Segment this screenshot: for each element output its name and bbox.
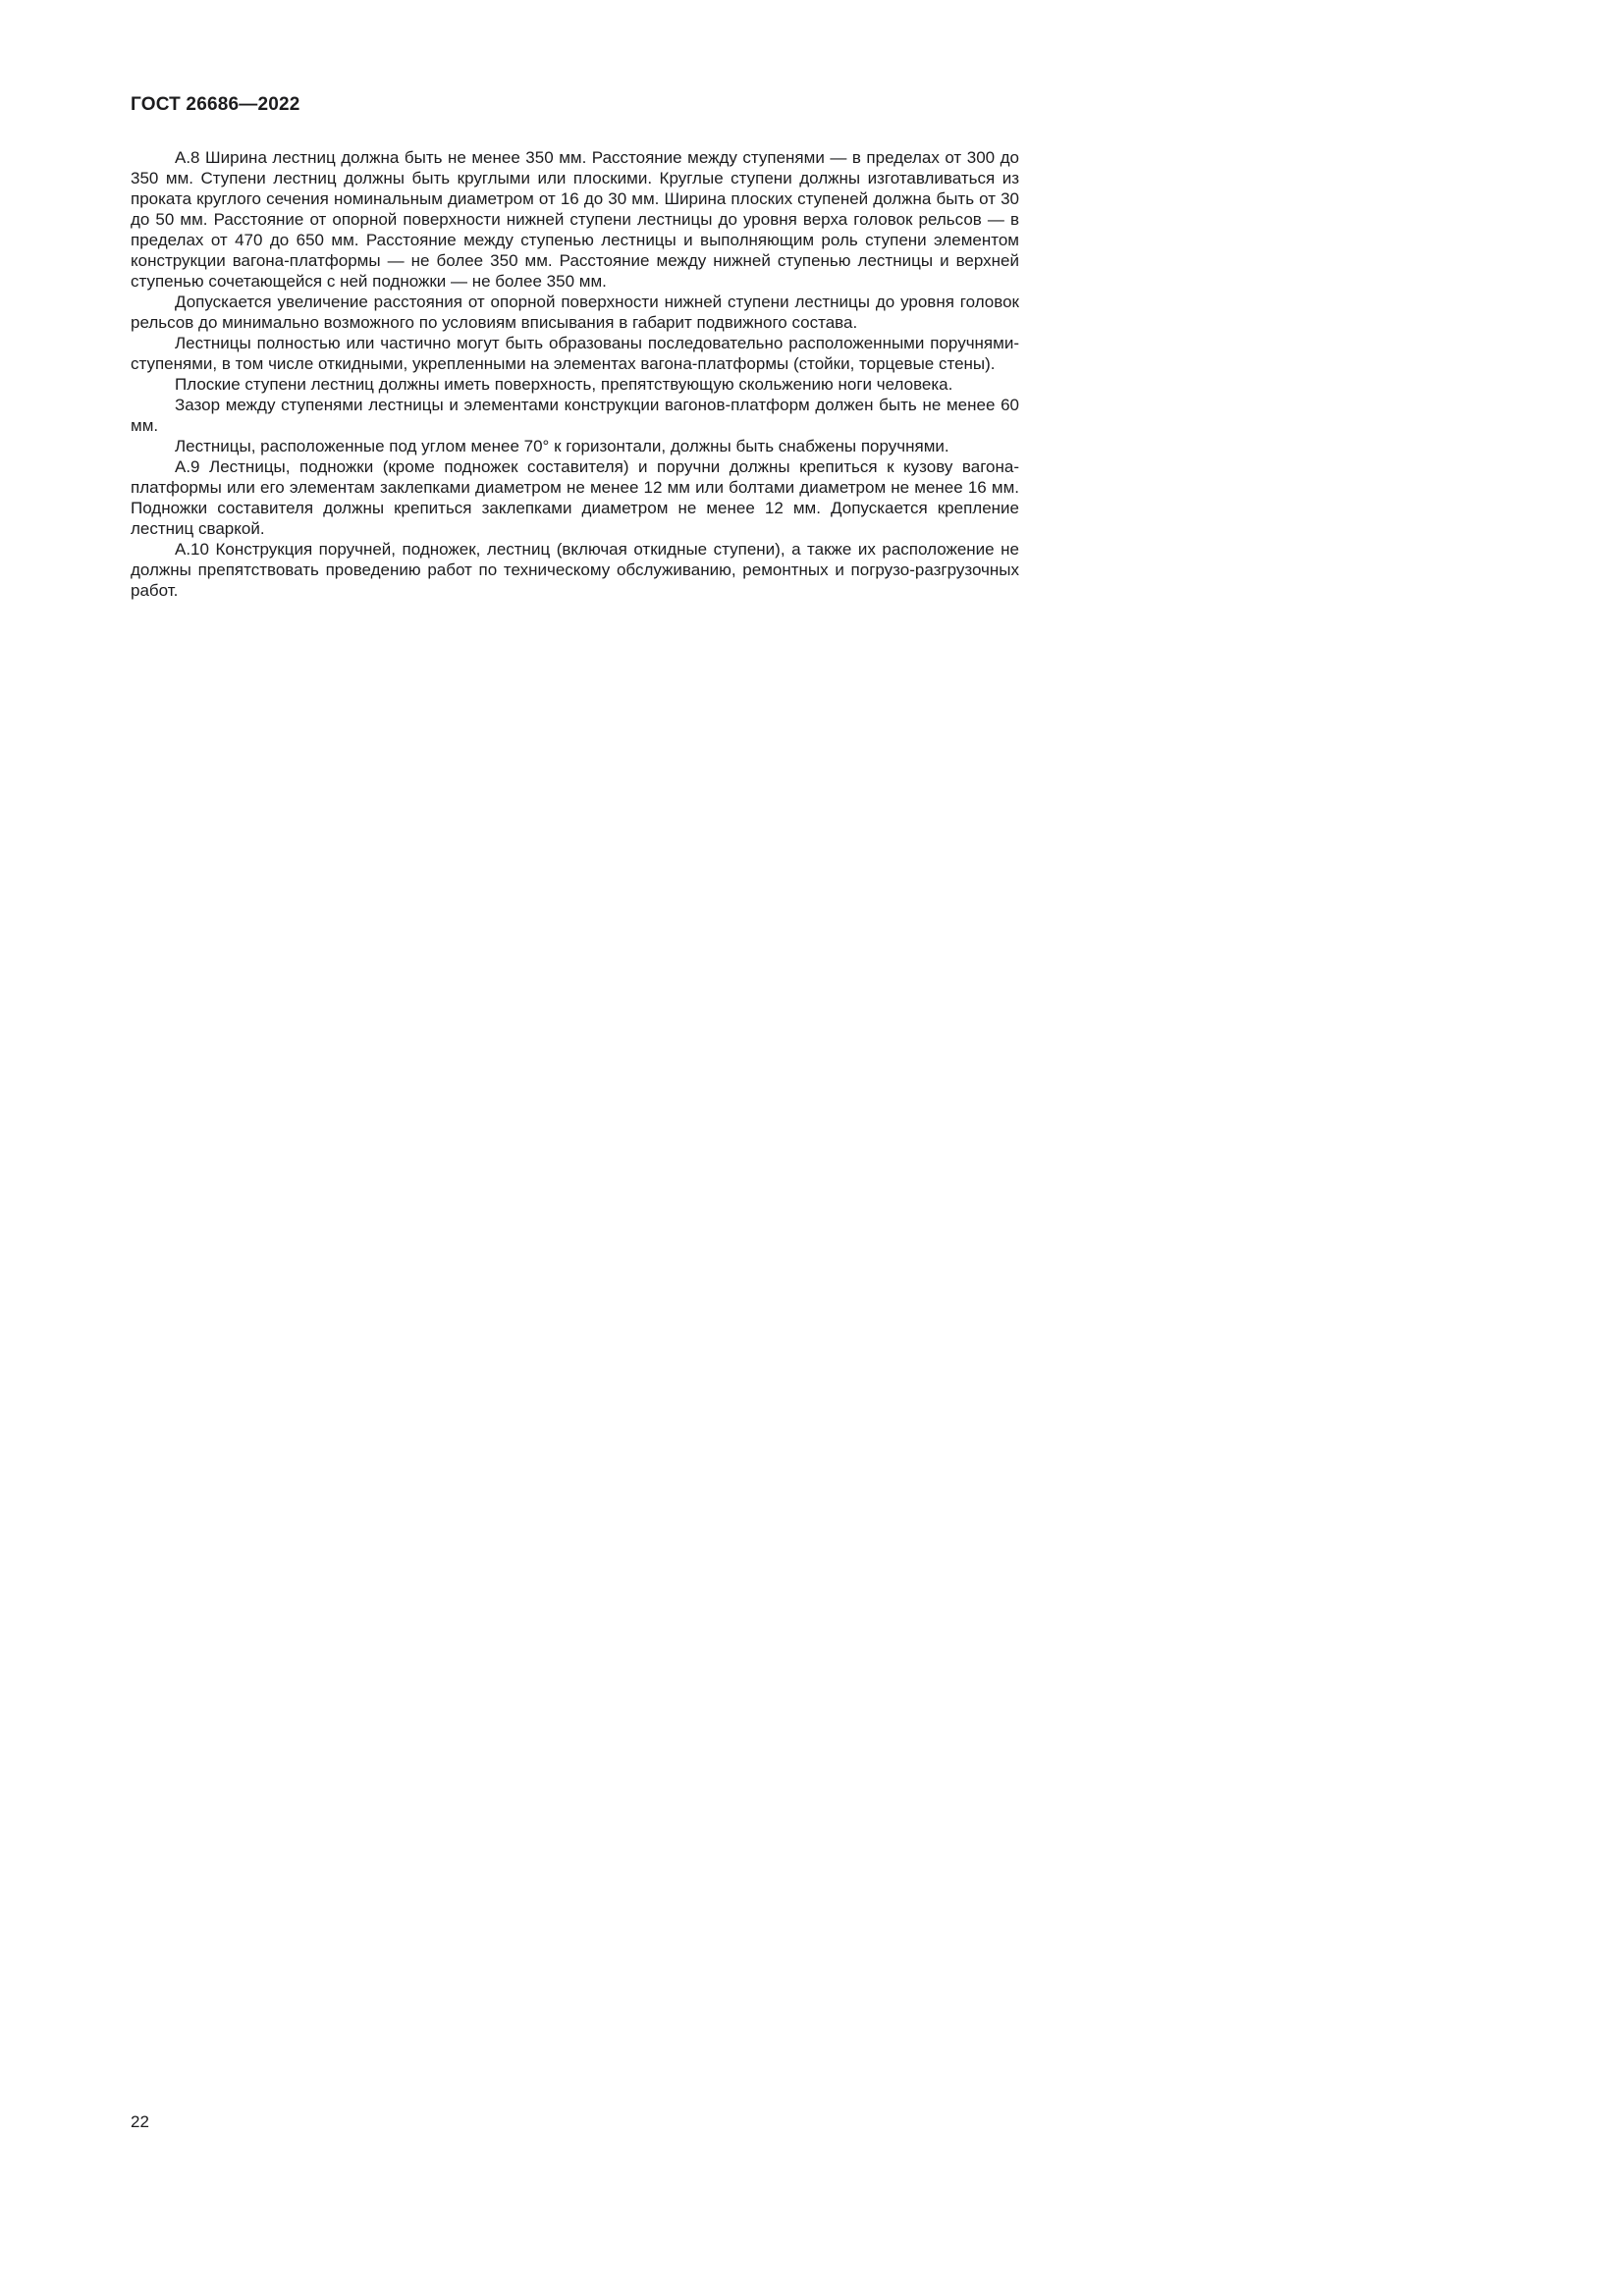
paragraph-a8-note-3: Плоские ступени лестниц должны иметь поверхность, препятствующую скольжению ноги человека. <box>175 375 953 394</box>
paragraph-a8-note-5: Лестницы, расположенные под углом менее 70° к горизонтали, должны быть снабжены поручнями. <box>175 437 949 455</box>
page-number: 22 <box>131 2112 149 2131</box>
paragraph-a8-note-1: Допускается увеличение расстояния от опорной поверхности нижней ступени лестницы до уровня головок рельсов до минимально возможного по условиям вписывания в габарит подвижного состава. <box>131 293 1019 332</box>
paragraph-a8-note-2: Лестницы полностью или частично могут быть образованы последовательно расположенными поручнями-ступенями, в том числе откидными, укрепленными на элементах вагона-платформы (стойки, торцевые стены). <box>131 334 1019 373</box>
document-body <box>131 147 1019 601</box>
paragraph-a9: А.9 Лестницы, подножки (кроме подножек составителя) и поручни должны крепиться к кузову вагона-платформы или его элементам заклепками диаметром не менее 12 мм или болтами диаметром не менее 16 мм. Подножки составителя должны крепиться заклепками диаметром не менее 12 мм. Допускается крепление лестниц сваркой. <box>131 457 1019 538</box>
paragraph-a8: А.8 Ширина лестниц должна быть не менее 350 мм. Расстояние между ступенями — в пределах от 300 до 350 мм. Ступени лестниц должны быть круглыми или плоскими. Круглые ступени должны изготавливаться из проката круглого сечения номинальным диаметром от 16 до 30 мм. Ширина плоских ступеней должна быть от 30 до 50 мм. Расстояние от опорной поверхности нижней ступени лестницы до уровня верха головок рельсов — в пределах от 470 до 650 мм. Расстояние между ступенью лестницы и выполняющим роль ступени элементом конструкции вагона-платформы — не более 350 мм. Расстояние между нижней ступенью лестницы и верхней ступенью сочетающейся с ней подножки — не более 350 мм. <box>131 148 1019 291</box>
paragraph-a10: А.10 Конструкция поручней, подножек, лестниц (включая откидные ступени), а также их расположение не должны препятствовать проведению работ по техническому обслуживанию, ремонтных и погрузо-разгрузочных работ. <box>131 540 1019 600</box>
paragraph-a8-note-4: Зазор между ступенями лестницы и элементами конструкции вагонов-платформ должен быть не менее 60 мм. <box>131 396 1019 435</box>
document-standard-number: ГОСТ 26686—2022 <box>131 94 300 115</box>
